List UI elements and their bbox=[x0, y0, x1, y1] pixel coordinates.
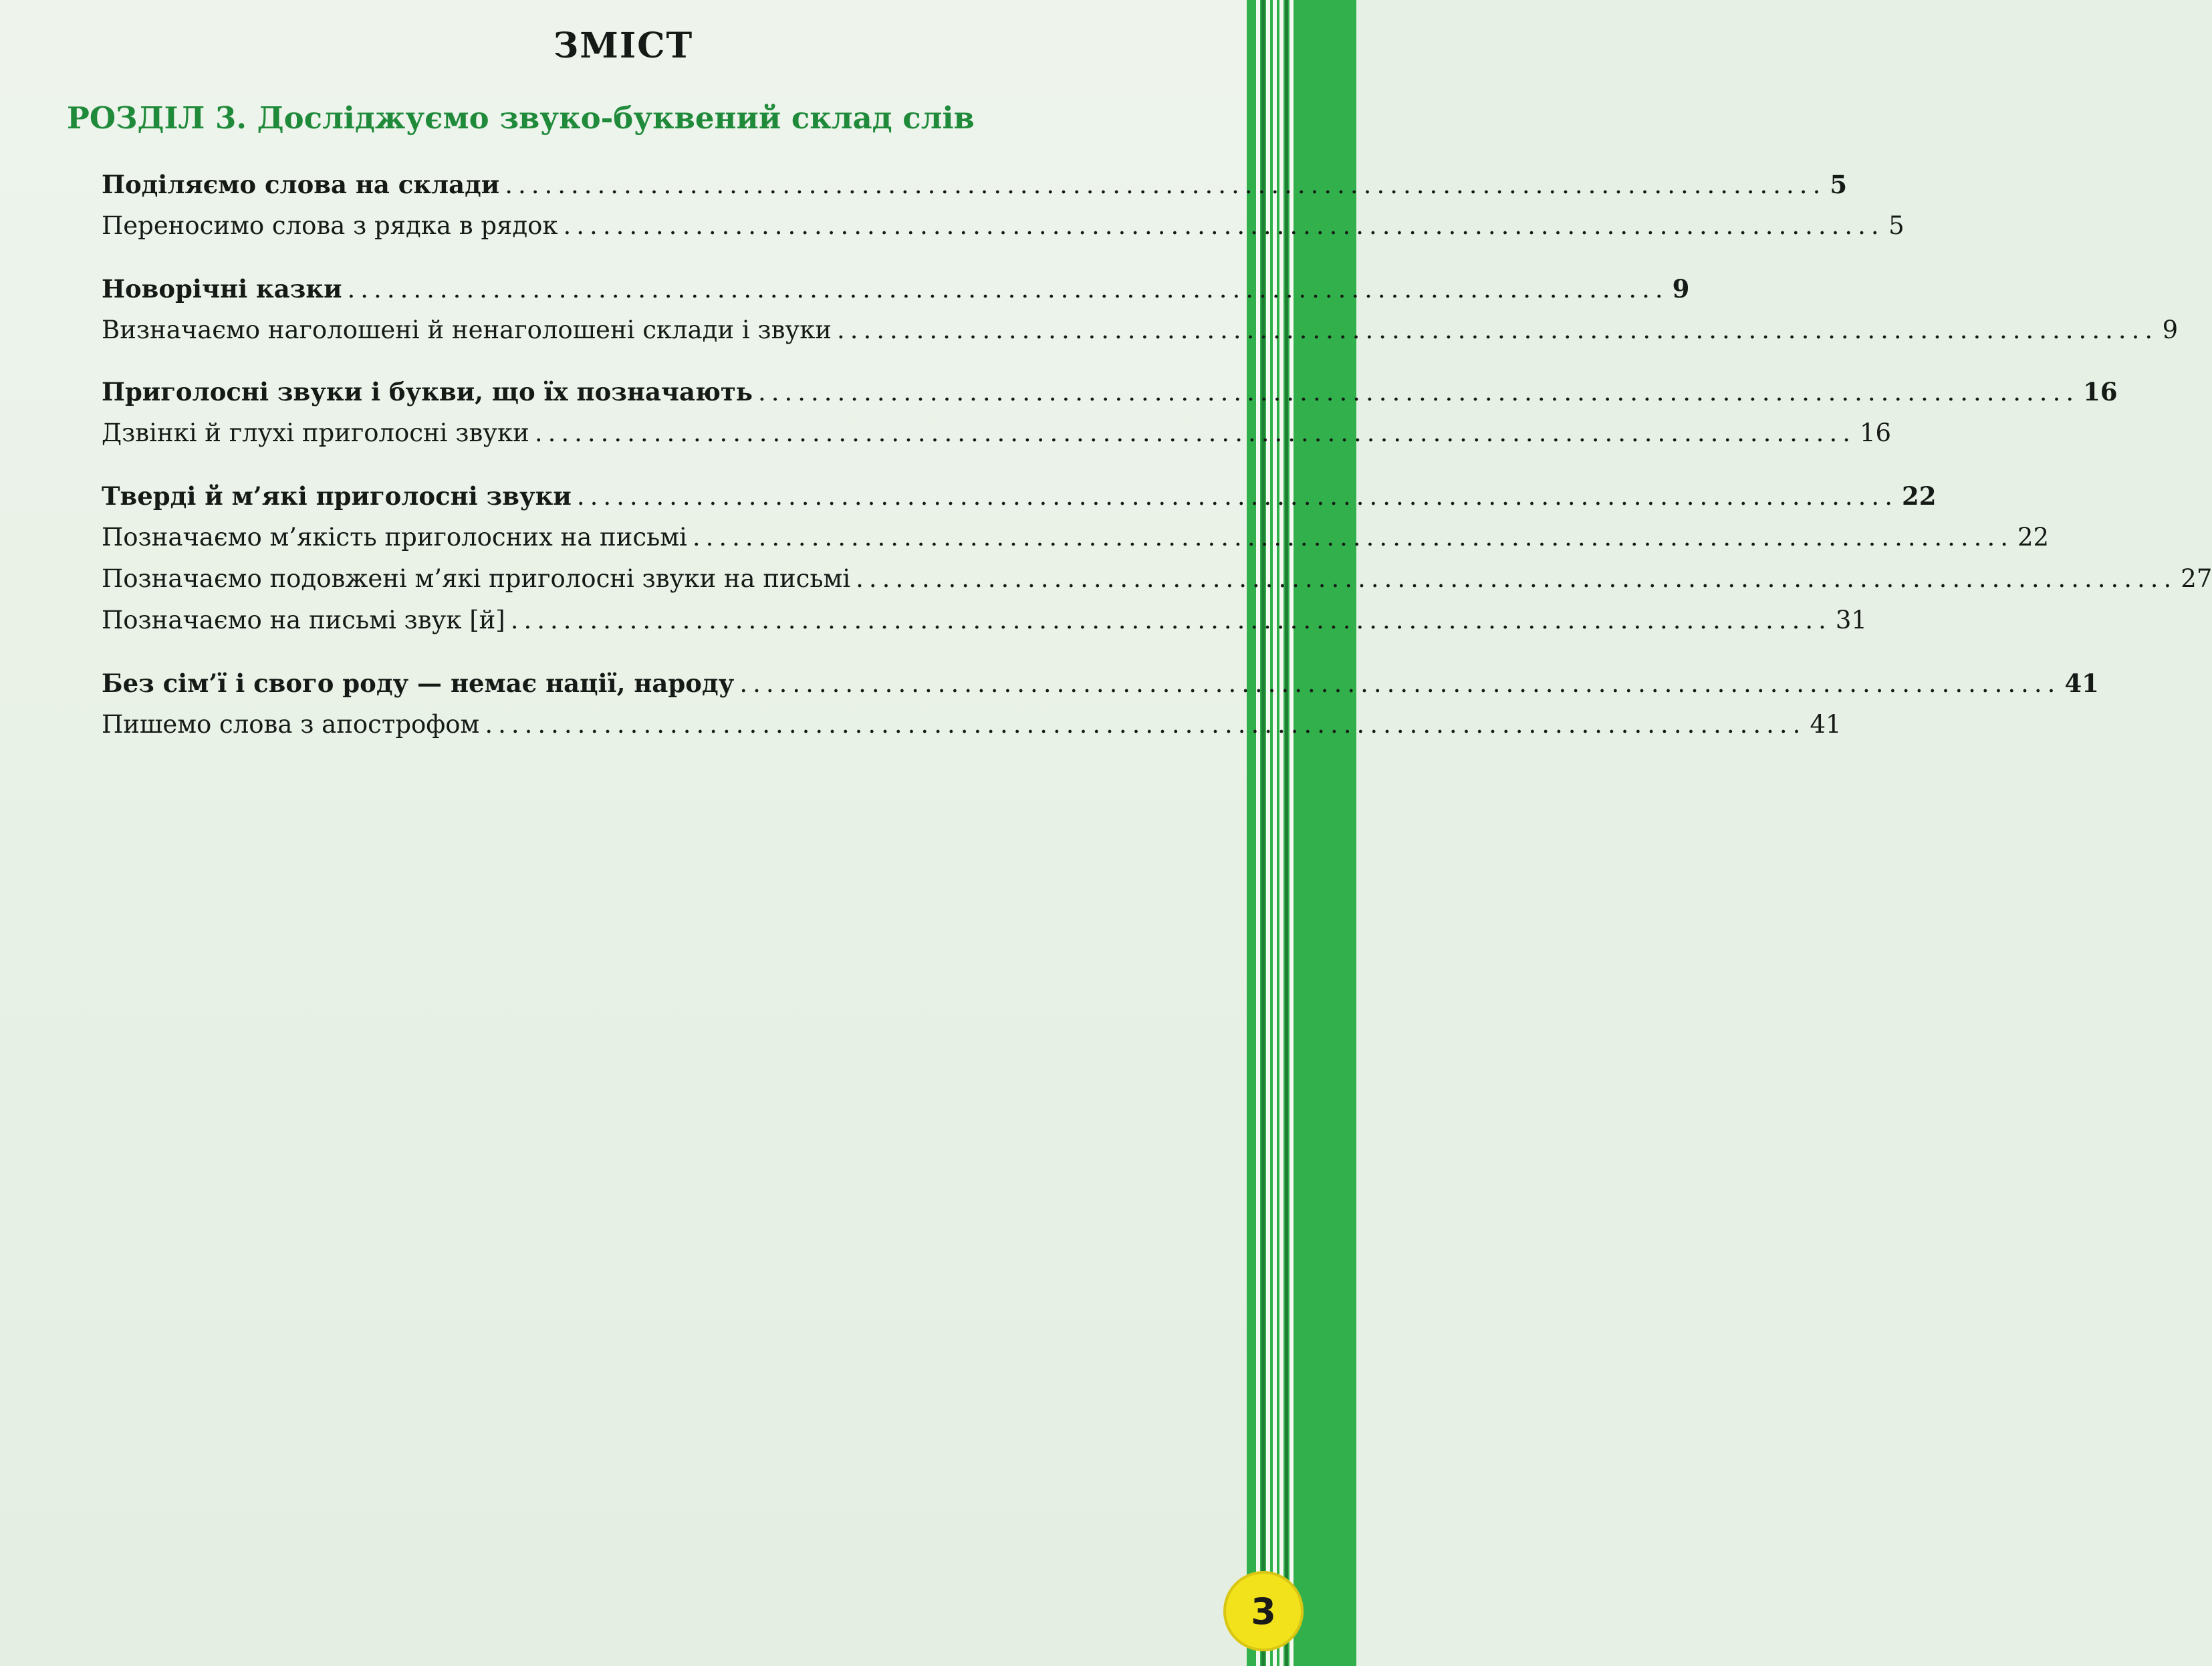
toc-entry[interactable] bbox=[102, 604, 1867, 636]
page-title: ЗМІСТ bbox=[553, 25, 694, 66]
toc-leader: .................................................................................................... bbox=[576, 482, 1898, 511]
margin-stripe bbox=[1266, 0, 1270, 1666]
toc-entry-title: Дзвінкі й глухі приголосні звуки bbox=[102, 419, 529, 447]
toc-leader: .................................................................................................... bbox=[739, 669, 2061, 698]
toc-leader: .................................................................................................... bbox=[563, 211, 1884, 240]
margin-band bbox=[1247, 0, 1356, 1666]
toc-entry-title: Новорічні казки bbox=[102, 274, 342, 304]
toc-leader: .................................................................................................... bbox=[692, 523, 2013, 552]
toc-entry-title: Поділяємо слова на склади bbox=[102, 170, 500, 199]
toc-entry[interactable] bbox=[102, 480, 1937, 513]
margin-stripe bbox=[1256, 0, 1260, 1666]
toc-entry[interactable] bbox=[102, 521, 2050, 554]
toc-entry[interactable] bbox=[102, 168, 1848, 201]
toc-entry-title: Позначаємо м’якість приголосних на письмі bbox=[102, 523, 687, 552]
section-heading: РОЗДІЛ 3. Досліджуємо звуко-буквений склад слів bbox=[67, 100, 975, 136]
margin-stripe bbox=[1261, 0, 1265, 1666]
toc-entry-title: Пишемо слова з апострофом bbox=[102, 710, 480, 739]
toc-entry[interactable] bbox=[102, 210, 1904, 242]
toc-entry-page: 41 bbox=[1810, 710, 1842, 739]
toc-leader: .................................................................................................... bbox=[757, 378, 2080, 406]
toc-entry[interactable] bbox=[102, 563, 2212, 595]
toc-leader: .................................................................................................... bbox=[837, 316, 2159, 344]
toc-entry-page: 5 bbox=[1830, 170, 1848, 199]
margin-stripe bbox=[1289, 0, 1294, 1666]
toc-entry-title: Визначаємо наголошені й ненаголошені склади і звуки bbox=[102, 316, 832, 344]
toc-entry-title: Переносимо слова з рядка в рядок bbox=[102, 211, 558, 240]
toc-entry[interactable] bbox=[102, 376, 2118, 408]
page-number-badge: 3 bbox=[1223, 1571, 1304, 1651]
toc-leader: .................................................................................................... bbox=[505, 170, 1826, 199]
toc-entry-page: 31 bbox=[1835, 606, 1867, 634]
toc-leader: .................................................................................................... bbox=[485, 710, 1806, 739]
toc-entry-page: 16 bbox=[2083, 377, 2118, 406]
toc-entry-title: Тверді й м’які приголосні звуки bbox=[102, 481, 572, 511]
toc-leader: .................................................................................................... bbox=[856, 564, 2177, 593]
toc-entry-page: 16 bbox=[1859, 419, 1892, 447]
toc-entry-page: 9 bbox=[1672, 274, 1690, 304]
toc-entry[interactable] bbox=[102, 709, 1842, 741]
toc-entry-title: Без сім’ї і свого роду — немає нації, народу bbox=[102, 669, 735, 698]
margin-stripe bbox=[1285, 0, 1288, 1666]
toc-leader: .................................................................................................... bbox=[347, 275, 1669, 304]
toc-leader: .................................................................................................... bbox=[510, 606, 1832, 634]
toc-entry-title: Позначаємо подовжені м’які приголосні звуки на письмі bbox=[102, 564, 851, 593]
toc-entry-title: Позначаємо на письмі звук [й] bbox=[102, 606, 505, 634]
toc-entry-page: 22 bbox=[1901, 481, 1937, 511]
toc-entry-page: 9 bbox=[2162, 316, 2179, 344]
toc-leader: .................................................................................................... bbox=[534, 419, 1856, 447]
toc-entry-page: 41 bbox=[2064, 669, 2099, 698]
toc-entry[interactable] bbox=[102, 667, 2099, 700]
toc-entry-page: 22 bbox=[2017, 523, 2050, 552]
toc-entry[interactable] bbox=[102, 314, 2179, 346]
toc-entry[interactable] bbox=[102, 417, 1892, 449]
toc-entry[interactable] bbox=[102, 273, 1690, 306]
toc-entry-title: Приголосні звуки і букви, що їх позначають bbox=[102, 377, 753, 406]
toc-entry-page: 27 bbox=[2181, 564, 2212, 593]
margin-stripe bbox=[1279, 0, 1283, 1666]
margin-stripe bbox=[1273, 0, 1277, 1666]
toc-entry-page: 5 bbox=[1888, 211, 1904, 240]
